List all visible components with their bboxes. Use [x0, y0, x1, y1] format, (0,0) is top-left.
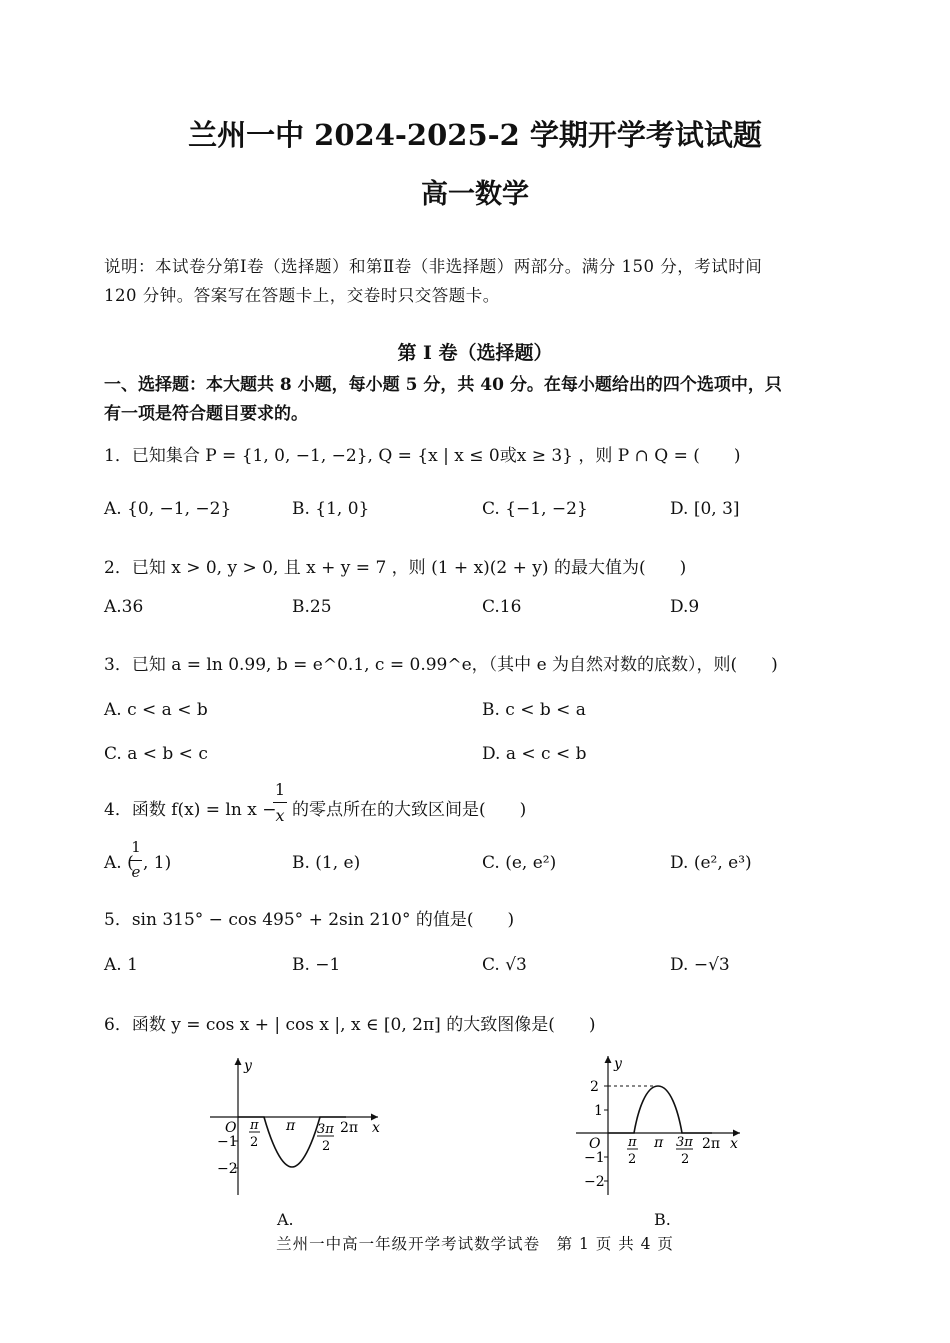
question-1-option-d: D. [0, 3] — [670, 499, 740, 519]
tick-label-two-pi: 2π — [340, 1120, 359, 1136]
question-5-option-c: C. √3 — [482, 955, 527, 975]
x-label: x — [730, 1136, 738, 1152]
tick-label-three-pi-half-num: 3π — [676, 1135, 693, 1150]
question-1-stem: 1．已知集合 P = {1, 0, −1, −2}, Q = {x | x ≤ 0或x ≥ 3} ，则 P ∩ Q = ( ) — [104, 446, 741, 466]
question-6-figure-b — [570, 1050, 760, 1200]
question-1-option-c: C. {−1, −2} — [482, 499, 588, 519]
question-5-option-a: A. 1 — [104, 955, 138, 975]
origin-label: O — [225, 1120, 237, 1136]
tick-label-pi: π — [654, 1135, 664, 1151]
question-6-figure-b-caption: B. — [654, 1210, 671, 1229]
question-5-option-d: D. −√3 — [670, 955, 730, 975]
tick-label-two: 2 — [590, 1079, 599, 1095]
question-6-stem: 6．函数 y = cos x + | cos x |, x ∈ [0, 2π] 的大致图像是( ) — [104, 1015, 596, 1035]
question-4-option-a-suffix: , 1) — [143, 853, 172, 873]
exam-title: 兰州一中 2024-2025-2 学期开学考试试题 — [188, 118, 762, 152]
question-3-option-a: A. c < a < b — [104, 700, 208, 720]
question-4-stem-prefix: 4．函数 f(x) = ln x − — [104, 800, 277, 820]
tick-label-pi-half-num: π — [628, 1135, 637, 1150]
tick-label-neg-two: −2 — [584, 1174, 605, 1190]
tick-label-one: 1 — [594, 1103, 603, 1119]
question-2-option-c: C.16 — [482, 597, 522, 617]
section-instruction-line-1: 一、选择题：本大题共 8 小题，每小题 5 分，共 40 分。在每小题给出的四个选项中，只 — [104, 375, 782, 395]
question-3-option-d: D. a < c < b — [482, 744, 587, 764]
question-2-option-a: A.36 — [104, 597, 144, 617]
tick-label-neg-one: −1 — [217, 1134, 238, 1150]
question-4-option-c: C. (e, e²) — [482, 853, 557, 873]
question-2-stem: 2．已知 x > 0, y > 0, 且 x + y = 7 ，则 (1 + x)(2 + y) 的最大值为( ) — [104, 558, 687, 578]
tick-label-neg-two: −2 — [217, 1161, 238, 1177]
question-5-option-b: B. −1 — [292, 955, 341, 975]
question-3-option-b: B. c < b < a — [482, 700, 586, 720]
question-4-option-b: B. (1, e) — [292, 853, 361, 873]
tick-label-three-pi-half-den: 2 — [681, 1152, 690, 1167]
tick-label-pi-half-den: 2 — [628, 1152, 637, 1167]
question-4-frac-denominator: x — [275, 806, 285, 825]
x-label: x — [372, 1120, 380, 1136]
question-3-stem: 3．已知 a = ln 0.99, b = e^0.1, c = 0.99^e，（其中 e 为自然对数的底数），则( ) — [104, 655, 778, 675]
page-footer: 兰州一中高一年级开学考试数学试卷 第 1 页 共 4 页 — [276, 1235, 674, 1253]
question-4-option-a-denominator: e — [131, 863, 141, 881]
question-4-frac-numerator: 1 — [274, 780, 286, 799]
question-4-option-d: D. (e², e³) — [670, 853, 752, 873]
question-6-figure-a-caption: A. — [277, 1210, 294, 1229]
question-5-stem: 5．sin 315° − cos 495° + 2sin 210° 的值是( ) — [104, 910, 515, 930]
tick-label-three-pi-half-den: 2 — [322, 1139, 331, 1154]
tick-label-pi-half-den: 2 — [250, 1135, 259, 1150]
origin-label: O — [589, 1136, 601, 1152]
question-4-option-a-frac-bar — [130, 860, 142, 861]
instructions-line-2: 120 分钟。答案写在答题卡上，交卷时只交答题卡。 — [104, 286, 500, 305]
question-2-option-d: D.9 — [670, 597, 700, 617]
question-4-frac-bar — [273, 802, 287, 803]
question-2-option-b: B.25 — [292, 597, 332, 617]
question-6-figure-a — [200, 1050, 390, 1200]
y-label: y — [614, 1056, 622, 1072]
section-title: 第 I 卷（选择题） — [397, 342, 553, 364]
instructions-line-1: 说明：本试卷分第Ⅰ卷（选择题）和第Ⅱ卷（非选择题）两部分。满分 150 分，考试时间 — [104, 257, 763, 276]
y-label: y — [244, 1058, 252, 1074]
curve — [608, 1086, 712, 1133]
section-instruction-line-2: 有一项是符合题目要求的。 — [104, 404, 308, 424]
tick-label-pi-half-num: π — [250, 1118, 259, 1133]
question-3-option-c: C. a < b < c — [104, 744, 208, 764]
tick-label-pi: π — [286, 1118, 296, 1134]
tick-label-neg-one: −1 — [584, 1150, 605, 1166]
question-1-option-a: A. {0, −1, −2} — [104, 499, 232, 519]
question-4-option-a-prefix: A. ( — [104, 853, 134, 873]
exam-subtitle: 高一数学 — [421, 179, 529, 210]
tick-label-three-pi-half-num: 3π — [317, 1122, 334, 1137]
question-4-option-a-numerator: 1 — [131, 838, 141, 856]
question-4-stem-suffix: 的零点所在的大致区间是( ) — [292, 800, 527, 820]
tick-label-two-pi: 2π — [702, 1136, 721, 1152]
question-1-option-b: B. {1, 0} — [292, 499, 370, 519]
